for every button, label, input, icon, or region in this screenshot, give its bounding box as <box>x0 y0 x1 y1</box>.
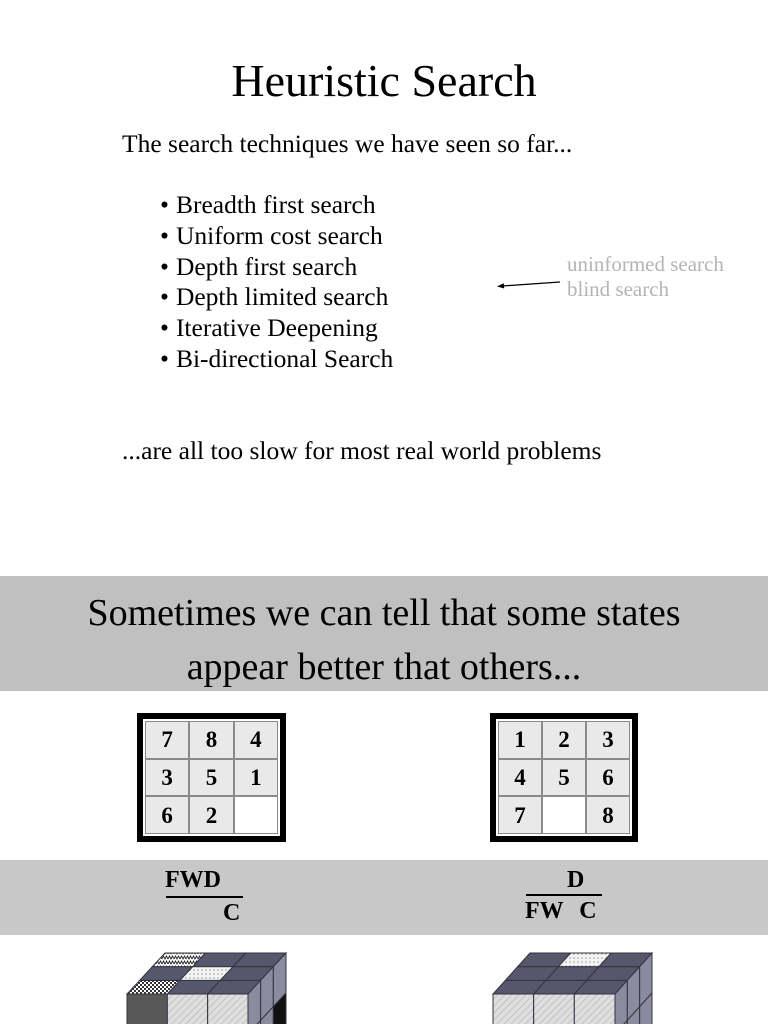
solved-cube-image <box>493 953 652 1024</box>
puzzle-blank-tile <box>542 796 586 834</box>
puzzle-tile: 2 <box>189 796 233 834</box>
puzzle-tile: 3 <box>586 721 630 759</box>
intro-text: The search techniques we have seen so far... <box>122 129 573 158</box>
technique-label: Depth limited search <box>175 282 389 312</box>
puzzle-tile: 8 <box>189 721 233 759</box>
scrambled-cube-image <box>127 953 286 1024</box>
cube-front-tile <box>534 994 575 1024</box>
technique-label: Uniform cost search <box>175 220 383 250</box>
puzzle-tile: 6 <box>145 796 189 834</box>
cube-front-tile <box>208 994 248 1024</box>
puzzle-board-goal <box>490 713 638 842</box>
technique-item <box>160 313 393 344</box>
puzzle-tile: 2 <box>542 721 586 759</box>
cube-illustrations <box>0 945 768 1024</box>
annotation-note <box>567 252 724 302</box>
highlight-band <box>0 576 768 691</box>
technique-label: Depth first search <box>175 251 358 281</box>
puzzle-tile: 6 <box>586 759 630 797</box>
technique-item <box>160 282 393 313</box>
fraction-numerator: D <box>567 867 585 893</box>
bullet-icon: • <box>160 313 169 343</box>
puzzle-tile: 8 <box>586 796 630 834</box>
technique-item <box>160 221 393 252</box>
fraction-numerator: FWD <box>165 867 221 893</box>
technique-label: Breadth first search <box>175 190 376 219</box>
technique-item <box>160 344 393 375</box>
technique-label: Iterative Deepening <box>175 313 378 343</box>
fraction-bar <box>526 894 602 896</box>
fraction-denominator: C <box>223 900 241 926</box>
cube-front-tile <box>574 994 615 1024</box>
puzzle-tile: 7 <box>145 721 189 759</box>
technique-item <box>160 190 393 221</box>
annotation-line: blind search <box>567 277 670 301</box>
bullet-icon: • <box>160 343 169 373</box>
highlight-line: Sometimes we can tell that some states <box>87 592 681 634</box>
puzzle-tile: 3 <box>145 759 189 797</box>
puzzle-tile: 4 <box>498 759 542 797</box>
highlight-line: appear better that others... <box>186 646 582 688</box>
cube-front-tile <box>493 994 534 1024</box>
annotation-arrow-icon <box>490 272 565 292</box>
puzzle-tile: 4 <box>234 721 278 759</box>
technique-label: Bi-directional Search <box>175 343 394 373</box>
cube-front-tile <box>127 994 167 1024</box>
conclusion-text: ...are all too slow for most real world problems <box>122 436 602 465</box>
puzzle-tile: 1 <box>234 759 278 797</box>
bullet-icon: • <box>160 190 169 219</box>
bullet-icon: • <box>160 220 169 250</box>
puzzle-tile: 5 <box>542 759 586 797</box>
puzzle-blank-tile <box>234 796 278 834</box>
puzzle-tile: 1 <box>498 721 542 759</box>
arrow-shaft <box>502 282 560 286</box>
arrow-head <box>497 283 504 288</box>
technique-item <box>160 252 393 283</box>
annotation-line: uninformed search <box>567 252 724 276</box>
page-title: Heuristic Search <box>231 55 537 106</box>
fraction-denominator: FW C <box>525 898 597 924</box>
puzzle-tile: 5 <box>189 759 233 797</box>
bullet-icon: • <box>160 251 169 281</box>
fraction-bar <box>166 896 243 898</box>
puzzle-tile: 7 <box>498 796 542 834</box>
cube-front-tile <box>167 994 207 1024</box>
bullet-icon: • <box>160 282 169 312</box>
cube-notation-band <box>0 860 768 935</box>
puzzle-board-scrambled <box>137 713 286 842</box>
search-techniques-list <box>160 190 393 375</box>
